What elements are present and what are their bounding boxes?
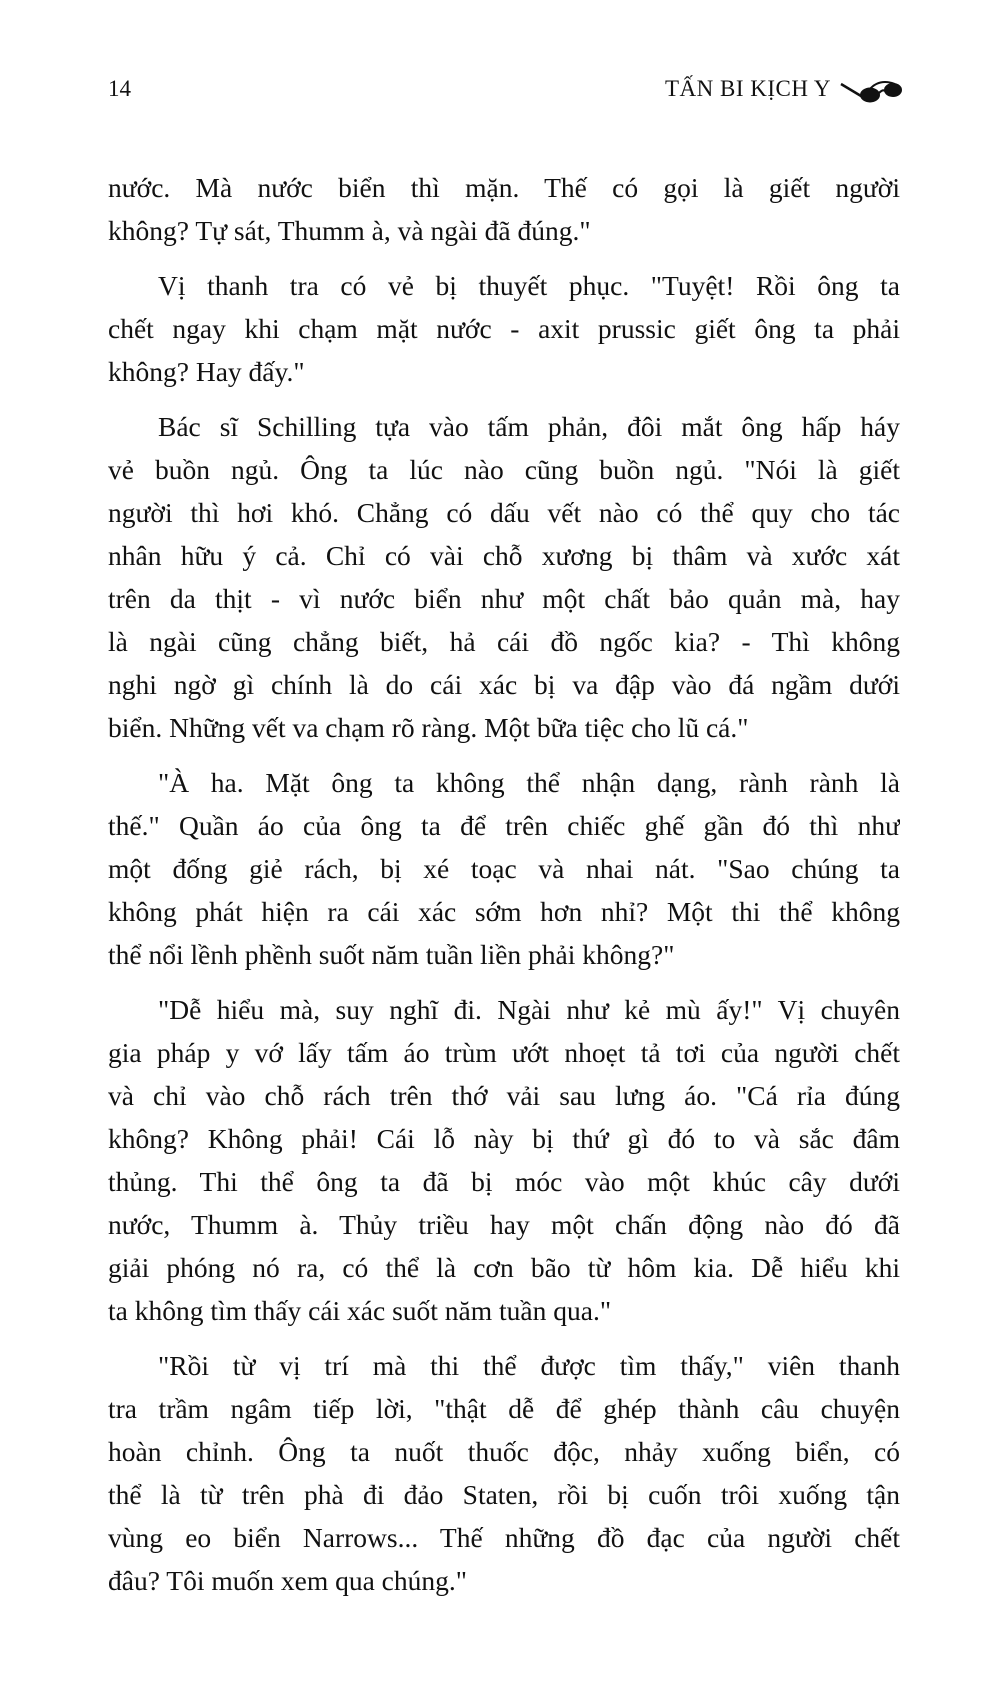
- text-line: "À ha. Mặt ông ta không thể nhận dạng, rành rành là: [158, 767, 900, 798]
- text-line: nước, Thumm à. Thủy triều hay một chấn động nào đó đã: [108, 1209, 900, 1240]
- text-line: không? Không phải! Cái lỗ này bị thứ gì đó to và sắc đâm: [108, 1123, 900, 1154]
- paragraph: [108, 166, 900, 252]
- paragraph: [108, 405, 900, 749]
- text-line: vùng eo biển Narrows... Thế những đồ đạc của người chết: [108, 1522, 900, 1553]
- text-line: và chỉ vào chỗ rách trên thớ vải sau lưng áo. "Cá rỉa đúng: [108, 1080, 900, 1111]
- text-line: trên da thịt - vì nước biển như một chất bảo quản mà, hay: [108, 583, 900, 614]
- paragraph: [108, 988, 900, 1332]
- text-line: giải phóng nó ra, có thể là cơn bão từ hôm kia. Dễ hiểu khi: [108, 1252, 900, 1283]
- text-line: thế." Quần áo của ông ta để trên chiếc ghế gần đó thì như: [108, 810, 900, 841]
- eyeglasses-icon: [839, 78, 905, 104]
- text-line: gia pháp y vớ lấy tấm áo trùm ướt nhoẹt tả tơi của người chết: [108, 1037, 900, 1068]
- text-line: là ngài cũng chẳng biết, hả cái đồ ngốc kia? - Thì không: [108, 626, 900, 657]
- text-line: Bác sĩ Schilling tựa vào tấm phản, đôi mắt ông hấp háy: [158, 411, 900, 442]
- text-line: nhân hữu ý cả. Chỉ có vài chỗ xương bị thâm và xước xát: [108, 540, 900, 571]
- text-line: đâu? Tôi muốn xem qua chúng.": [108, 1565, 467, 1596]
- text-line: người thì hơi khó. Chẳng có dấu vết nào có thể quy cho tác: [108, 497, 900, 528]
- text-line: thủng. Thi thể ông ta đã bị móc vào một khúc cây dưới: [108, 1166, 900, 1197]
- text-line: thể là từ trên phà đi đảo Staten, rồi bị cuốn trôi xuống tận: [108, 1479, 900, 1510]
- text-line: biển. Những vết va chạm rõ ràng. Một bữa tiệc cho lũ cá.": [108, 712, 749, 743]
- text-line: không? Tự sát, Thumm à, và ngài đã đúng.": [108, 215, 591, 246]
- text-line: "Dễ hiểu mà, suy nghĩ đi. Ngài như kẻ mù ấy!" Vị chuyên: [158, 994, 900, 1025]
- text-line: tra trầm ngâm tiếp lời, "thật dễ để ghép thành câu chuyện: [108, 1393, 900, 1424]
- text-line: Vị thanh tra có vẻ bị thuyết phục. "Tuyệt! Rồi ông ta: [158, 270, 900, 301]
- text-line: chết ngay khi chạm mặt nước - axit prussic giết ông ta phải: [108, 313, 900, 344]
- text-line: hoàn chỉnh. Ông ta nuốt thuốc độc, nhảy xuống biển, có: [108, 1436, 900, 1467]
- paragraph: [108, 264, 900, 393]
- text-line: nghi ngờ gì chính là do cái xác bị va đập vào đá ngầm dưới: [108, 669, 900, 700]
- paragraph: [108, 1344, 900, 1602]
- text-line: không phát hiện ra cái xác sớm hơn nhỉ? Một thi thể không: [108, 896, 900, 927]
- body-text: [108, 166, 900, 1614]
- running-title: TẤN BI KỊCH Y: [665, 76, 831, 101]
- text-line: nước. Mà nước biển thì mặn. Thế có gọi là giết người: [108, 172, 900, 203]
- text-line: "Rồi từ vị trí mà thi thể được tìm thấy," viên thanh: [158, 1350, 900, 1381]
- text-line: một đống giẻ rách, bị xé toạc và nhai nát. "Sao chúng ta: [108, 853, 900, 884]
- running-header: [108, 76, 905, 110]
- page-number: 14: [108, 76, 131, 101]
- paragraph: [108, 761, 900, 976]
- text-line: không? Hay đấy.": [108, 356, 305, 387]
- text-line: vẻ buồn ngủ. Ông ta lúc nào cũng buồn ngủ. "Nói là giết: [108, 454, 900, 485]
- text-line: thể nổi lềnh phềnh suốt năm tuần liền phải không?": [108, 939, 675, 970]
- text-line: ta không tìm thấy cái xác suốt năm tuần qua.": [108, 1295, 612, 1326]
